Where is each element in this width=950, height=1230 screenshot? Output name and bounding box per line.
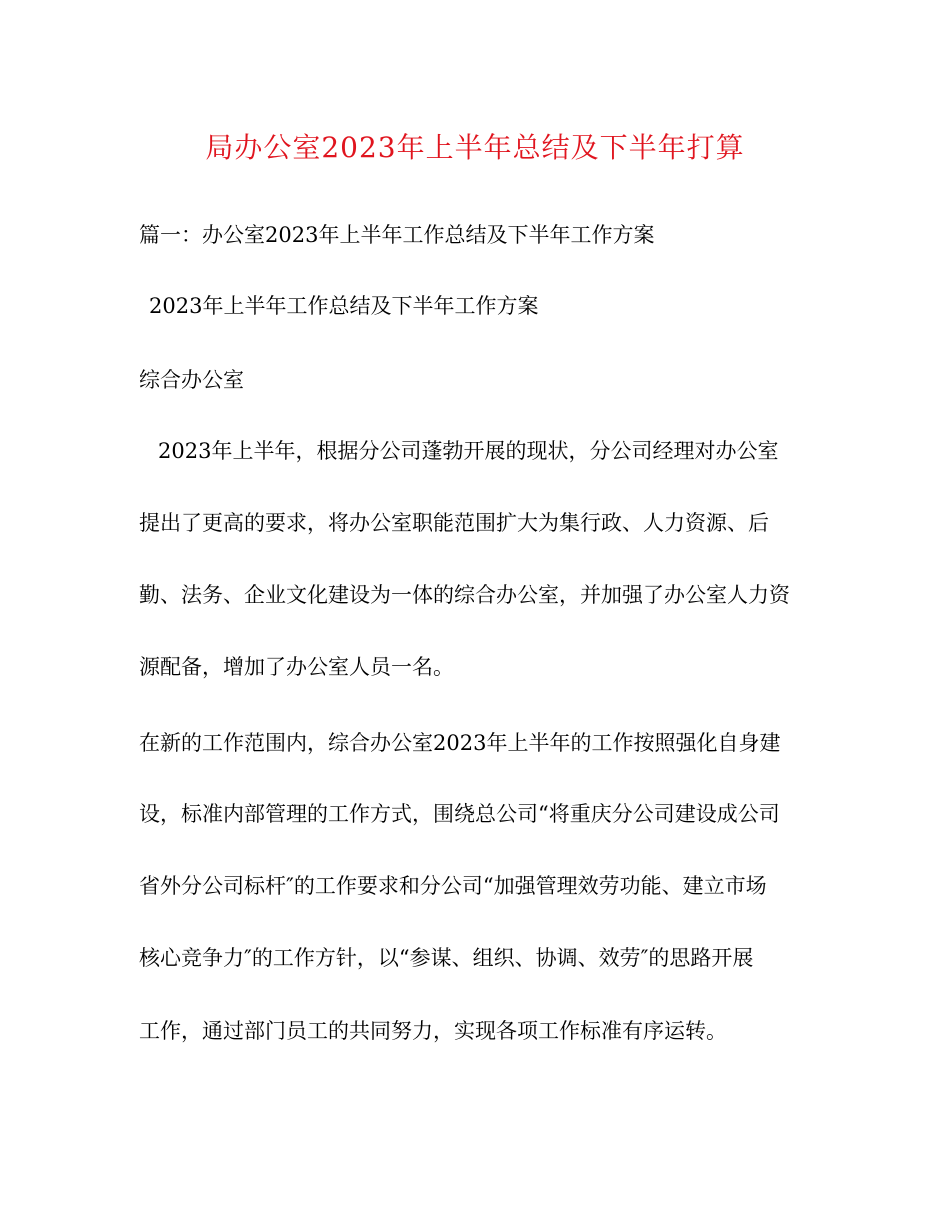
paragraph-line: 核心竞争力″的工作方针，以“参谋、组织、协调、效劳″的思路开展 (139, 946, 754, 970)
paragraph-line: 勤、法务、企业文化建设为一体的综合办公室，并加强了办公室人力资 (139, 583, 790, 607)
paragraph-line: 在新的工作范围内，综合办公室2023年上半年的工作按照强化自身建 (139, 731, 781, 755)
paragraph-line: 2023年上半年，根据分公司蓬勃开展的现状，分公司经理对办公室 (158, 439, 779, 463)
sub-heading: 2023年上半年工作总结及下半年工作方案 (149, 294, 539, 318)
document-title: 局办公室2023年上半年总结及下半年打算 (205, 131, 745, 164)
paragraph-line: 源配备，增加了办公室人员一名。 (139, 655, 454, 679)
paragraph-line: 提出了更高的要求，将办公室职能范围扩大为集行政、人力资源、后 (139, 511, 769, 535)
department-label: 综合办公室 (139, 368, 244, 392)
paragraph-line: 工作，通过部门员工的共同努力，实现各项工作标准有序运转。 (139, 1019, 727, 1043)
paragraph-line: 省外分公司标杆″的工作要求和分公司“加强管理效劳功能、建立市场 (139, 874, 767, 898)
paragraph-line: 设，标准内部管理的工作方式，围绕总公司“将重庆分公司建设成公司 (139, 802, 780, 826)
section-heading: 篇一：办公室2023年上半年工作总结及下半年工作方案 (139, 223, 655, 247)
